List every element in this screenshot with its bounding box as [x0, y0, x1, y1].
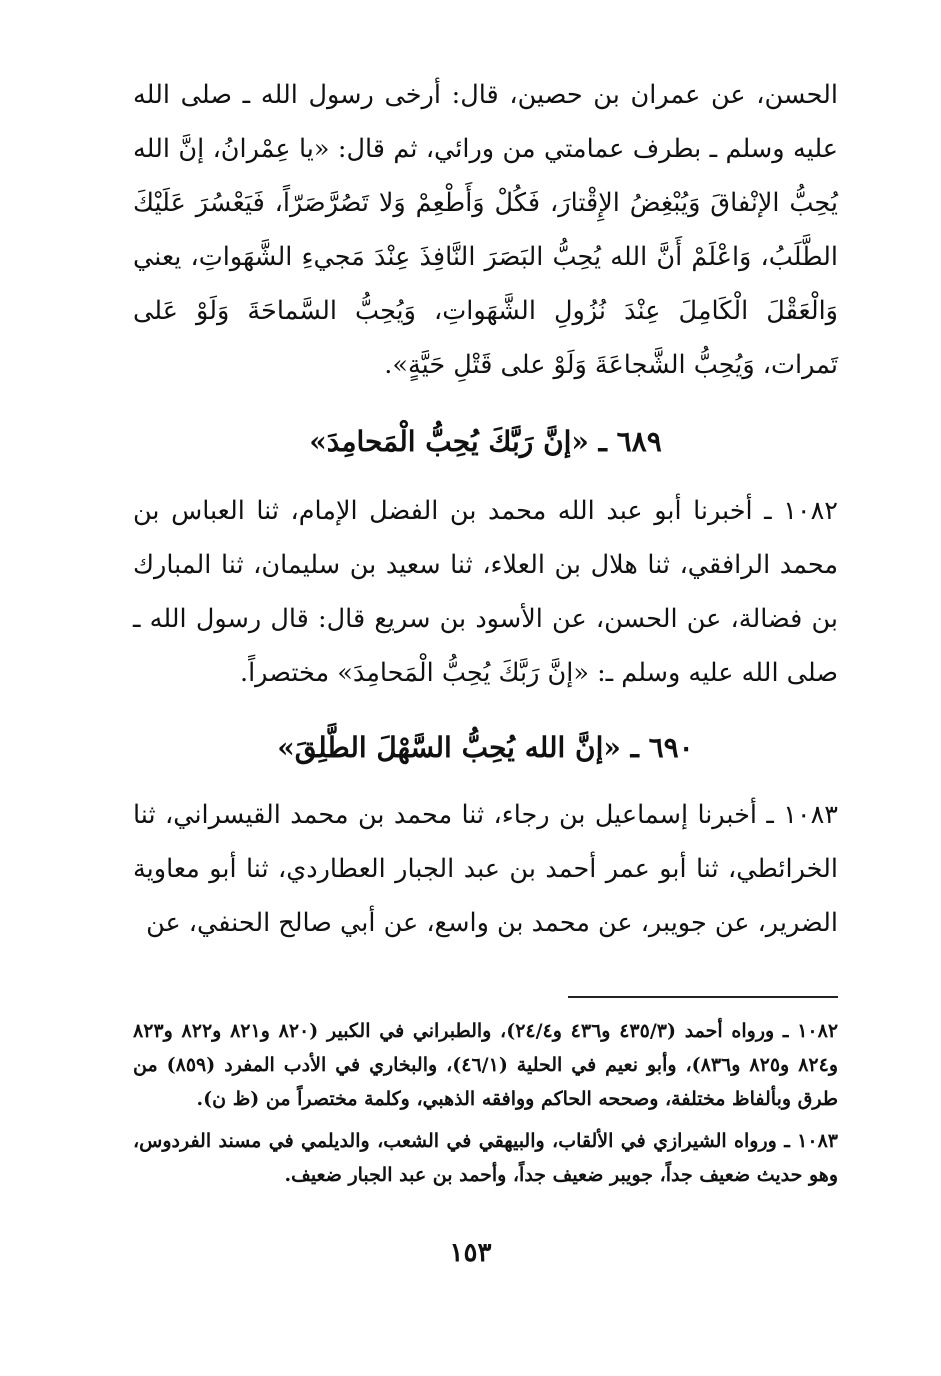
chapter-heading-690: ٦٩٠ ـ «إنَّ الله يُحِبُّ السَّهْلَ الطَّلِقَ»	[277, 731, 694, 764]
footnote-1083: ١٠٨٣ ـ ورواه الشيرازي في الألقاب، والبيهقي في الشعب، والديلمي في مسند الفردوس، وهو حديث ضعيف جداً، جويبر ضعيف جداً، وأحمد بن عبد الجبار ضعيف.	[133, 1130, 838, 1186]
footnote-separator	[568, 996, 838, 998]
paragraph-hadith-1083: ١٠٨٣ ـ أخبرنا إسماعيل بن رجاء، ثنا محمد بن محمد القيسراني، ثنا الخرائطي، ثنا أبو عمر أحمد بن عبد الجبار العطاردي، ثنا أبو معاوية الضرير، عن جويبر، عن محمد بن واسع، عن أبي صالح الحنفي، عن	[133, 800, 838, 938]
footnote-1082: ١٠٨٢ ـ ورواه أحمد (٤٣٥/٣ و٤٣٦ و٢٤/٤)، والطبراني في الكبير (٨٢٠ و٨٢١ و٨٢٢ و٨٢٣ و٨٢٤ و٨٢٥ و٨٣٦)، وأبو نعيم في الحلية (٤٦/١)، والبخاري في الأدب المفرد (٨٥٩) من طرق وبألفاظ مختلفة، وصححه الحاكم ووافقه الذهبي، وكلمة مختصراً من (ظ ن).	[133, 1020, 839, 1110]
paragraph-hadith-1082: ١٠٨٢ ـ أخبرنا أبو عبد الله محمد بن الفضل الإمام، ثنا العباس بن محمد الرافقي، ثنا هلال بن العلاء، ثنا سعيد بن سليمان، ثنا المبارك بن فضالة، عن الحسن، عن الأسود بن سريع قال: قال رسول الله ـ صلى الله عليه وسلم ـ: «إنَّ رَبَّكَ يُحِبُّ الْمَحامِدَ» مختصراً.	[133, 496, 838, 688]
page-number: ١٥٣	[449, 1238, 492, 1268]
main-text	[133, 68, 838, 950]
paragraph-hadith-continuation: الحسن، عن عمران بن حصين، قال: أرخى رسول الله ـ صلى الله عليه وسلم ـ بطرف عمامتي من ورائي، ثم قال: «يا عِمْرانُ، إنَّ الله يُحِبُّ الإنْفاقَ وَيُبْغِضُ الإِقْتارَ، فَكُلْ وَأَطْعِمْ وَلا تَصُرَّصَرّاً، فَيَعْسُرَ عَلَيْكَ الطَّلَبُ، وَاعْلَمْ أَنَّ الله يُحِبُّ البَصَرَ النَّافِذَ عِنْدَ مَجيءِ الشَّهَواتِ، يعني وَالْعَقْلَ الْكَامِلَ عِنْدَ نُزُولِ الشَّهَواتِ، وَيُحِبُّ السَّماحَةَ وَلَوْ عَلى تَمرات، وَيُحِبُّ الشَّجاعَةَ وَلَوْ على قَتْلِ حَيَّةٍ».	[133, 80, 838, 380]
footnotes	[133, 1014, 838, 1192]
chapter-heading-689: ٦٨٩ ـ «إنَّ رَبَّكَ يُحِبُّ الْمَحامِدَ»	[309, 425, 662, 458]
